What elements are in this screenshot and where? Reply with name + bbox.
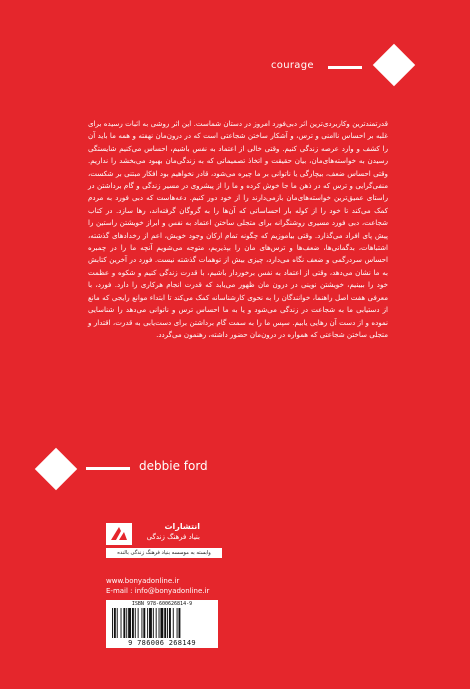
barcode-bar xyxy=(173,608,174,638)
barcode-bar xyxy=(169,608,171,638)
isbn-label: ISBN 978-600626814-9 xyxy=(131,601,193,607)
barcode-bar xyxy=(123,608,125,638)
barcode-bar xyxy=(126,608,127,638)
barcode-bar xyxy=(141,608,142,638)
barcode-bar xyxy=(156,608,157,638)
barcode-bar xyxy=(159,608,160,638)
author-label: debbie ford xyxy=(139,459,208,473)
isbn-digits: 9 786006 268149 xyxy=(128,639,196,647)
barcode-bar xyxy=(153,608,154,638)
barcode-bar xyxy=(121,608,122,638)
contact-block xyxy=(106,576,209,596)
barcode-bar xyxy=(132,608,134,638)
barcode-bar xyxy=(160,608,163,638)
barcode-bar xyxy=(135,608,136,638)
publisher-name: انتشارات xyxy=(164,522,200,531)
top-dash-divider xyxy=(328,66,362,69)
barcode-bar xyxy=(179,608,181,638)
publisher-logo-icon xyxy=(106,523,132,545)
top-label: courage xyxy=(271,60,314,71)
barcode-bar xyxy=(117,608,118,638)
publisher-block xyxy=(106,521,266,571)
barcode-bars xyxy=(112,608,212,638)
barcode xyxy=(106,600,218,648)
author-dash-divider xyxy=(86,467,130,470)
barcode-bar xyxy=(164,608,166,638)
barcode-bar xyxy=(167,608,168,638)
email-link[interactable]: E-mail : info@bonyadonline.ir xyxy=(106,587,210,595)
barcode-bar xyxy=(143,608,145,638)
blurb-paragraph: قدرتمندترین وکاربردی‌ترین اثر دبی‌فورد امروز در دستان شماست. این اثر روشی به اثبات رسیده برای غلبه بر احساس ناامنی و ترس، و آشکار ساختن شجاعتی است که در درون‌مان نهفته و همه ما باید آن را کشف و وارد عرصه زندگی کنیم. وقتی خالی از اعتماد به نفس باشیم، احساس می‌کنیم شایستگی رسیدن به خواسته‌های‌مان، بیان حقیقت و اتخاذ تصمیماتی که به زندگی‌مان بهبود می‌بخشد را نداریم. وقتی احساس ضعف، بیچارگی یا ناتوانی بر ما چیره می‌شود، قادر نخواهیم بود افکار مبتنی بر شکست، منفی‌گرایی و ترس که در ذهن ما جا خوش کرده و ما را از پیشروی در مسیر زندگی و گام برداشتن در راستای عمیق‌ترین خواسته‌های‌مان بازمی‌دارند را از خود دور کنیم. دعه‌هاست که دبی فورد به مردم کمک می‌کند تا خود را از کوله بار احساساتی که آن‌ها را به گروگان گرفته‌اند، رها سازد. در کتاب شجاعت، دبی فورد مسیری روشنگرانه برای متجلی ساختن اعتماد به نفس و ابراز خویشتن راستین را پیش پای افراد می‌گذارد. وقتی بیاموزیم که چگونه تمام ارکان وجود خویش، اعم از رخدادهای گذشته، اشتباهات، بدگمانی‌ها، ضعف‌ها و ترس‌های مان را بپذیریم، متوجه می‌شویم آنچه ما را در چمبره احساس سردرگمی و ضعف نگاه می‌دارد، چیزی بیش از توهمات گذشته نیست. فورد در آخرین کتابش به ما نشان می‌دهد، وقتی از اعتماد به نفس برخوردار باشیم، با قدرت زندگی کنیم و شکوه و عظمت خود را ببینیم، خویشتن نوینی در درون مان ظهور می‌یابد که قدرت انجام هرکاری را دارد. فورد، با معرفی هفت اصل راهنما، خوانندگان را به نحوی کارشناسانه کمک می‌کند تا ابتداء موانع رایجی که مانع از دستیابی ما به شجاعت در زندگی می‌شود و یا به ما احساس ترس و ناتوانی می‌دهد را شناسایی نموده و از دست آن رهایی یابیم. سپس ما را به سمت گام برداشتن برای دست‌یابی به قدرت، اقتدار و متجلی ساختن شجاعتی که همواره در درون‌مان حضور داشته، رهنمون می‌گردد. xyxy=(88,119,388,339)
publisher-subname: بنیاد فرهنگ زندگی xyxy=(146,533,200,541)
barcode-bar xyxy=(128,608,131,638)
diamond-icon xyxy=(35,448,77,490)
website-link[interactable]: www.bonyadonline.ir xyxy=(106,577,180,585)
barcode-bar xyxy=(149,608,152,638)
diamond-icon xyxy=(373,44,415,86)
barcode-bar xyxy=(112,608,113,638)
publisher-tagline: وابسته به موسسه بنیاد فرهنگ زندگی بالنده xyxy=(106,548,222,558)
barcode-bar xyxy=(147,608,148,638)
barcode-bar xyxy=(177,608,178,638)
barcode-bar xyxy=(138,608,139,638)
barcode-bar xyxy=(114,608,116,638)
